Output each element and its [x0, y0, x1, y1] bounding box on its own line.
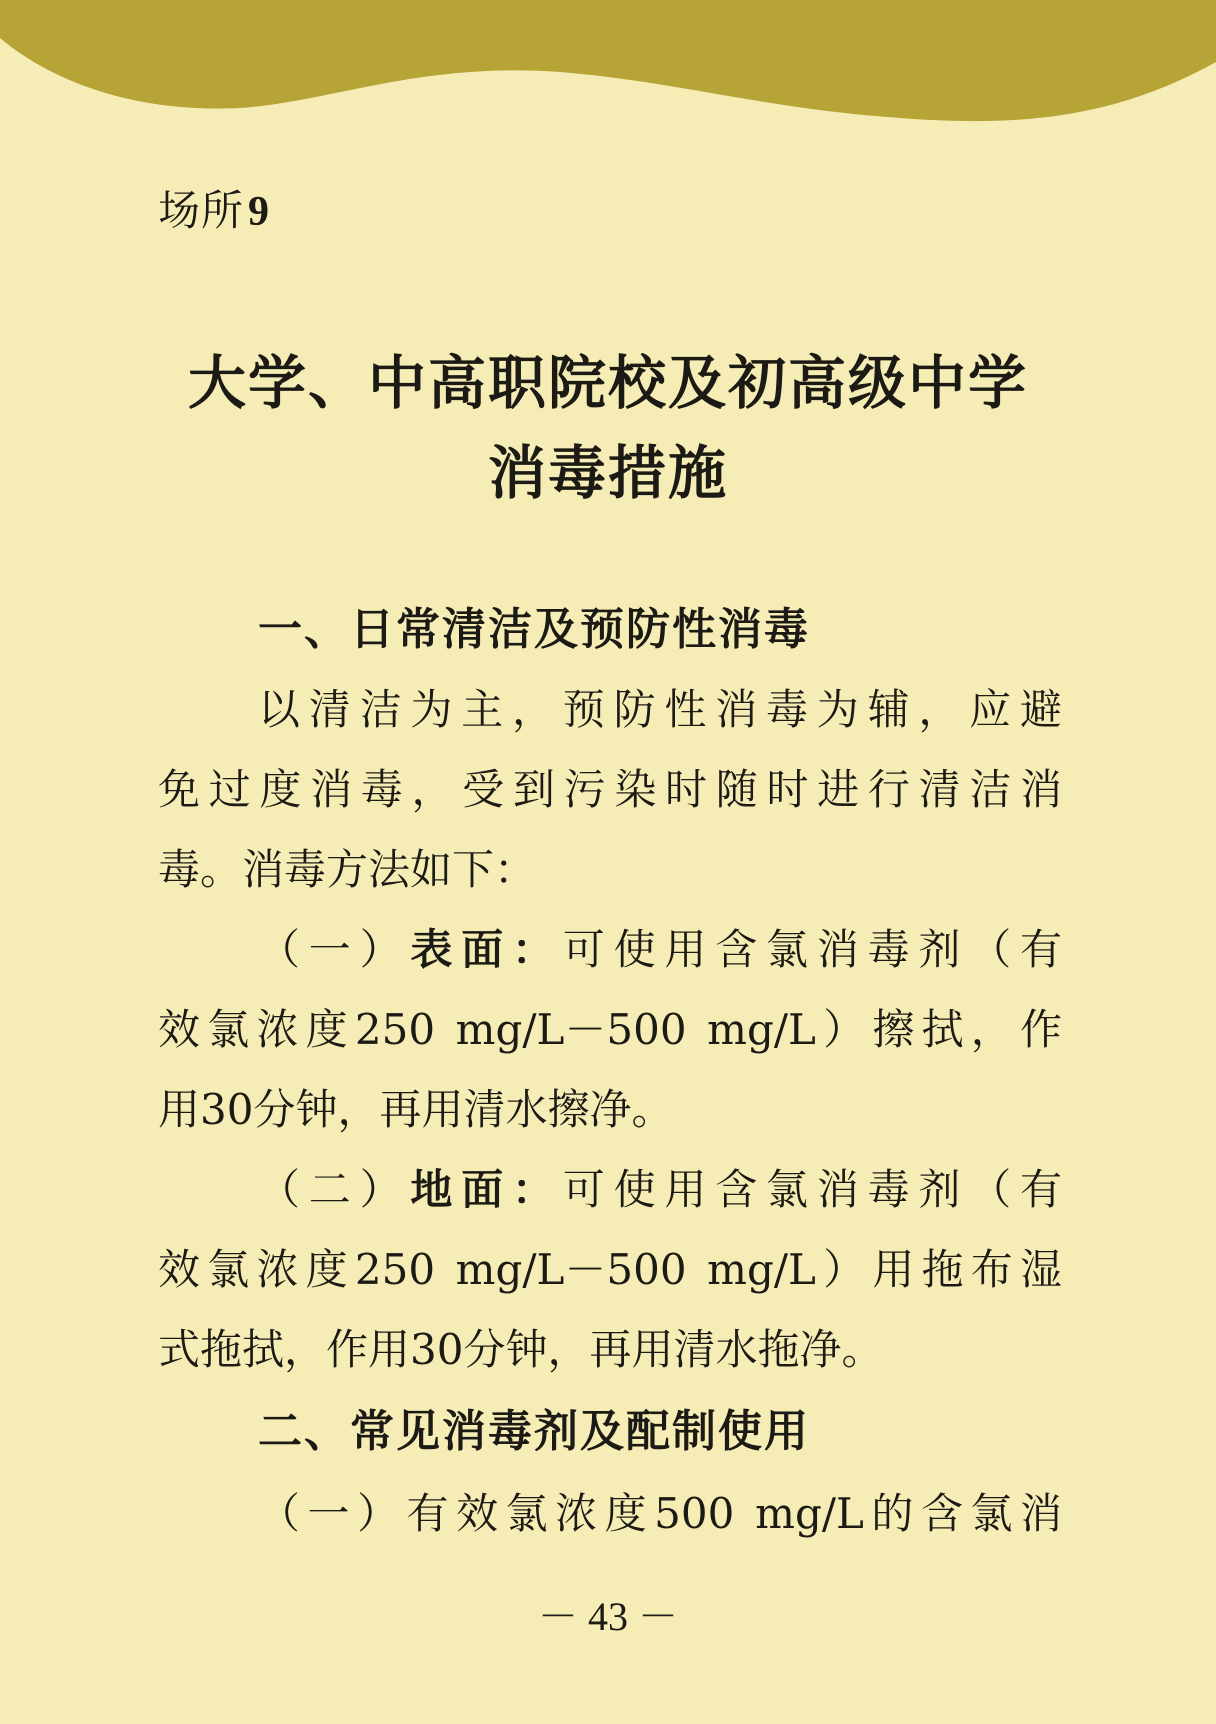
floor-paragraph	[158, 1150, 1062, 1390]
page-title-line-2: 消毒措施	[487, 439, 728, 507]
floor-line-1	[158, 1150, 1062, 1230]
place-label	[158, 178, 270, 238]
surface-label: 表面：	[410, 925, 563, 974]
chlorine-line-1: （一）有效氯浓度500 mg/L的含氯消	[258, 1489, 1062, 1538]
header-wave-band	[0, 0, 1216, 130]
floor-line-3: 式拖拭，作用30分钟，再用清水拖净。	[158, 1325, 884, 1374]
chlorine-paragraph	[158, 1474, 1062, 1554]
section-heading-daily-cleaning: 一、日常清洁及预防性消毒	[258, 604, 810, 655]
main-content	[158, 600, 1062, 1554]
surface-paragraph	[158, 910, 1062, 1150]
page-title-line-1: 大学、中高职院校及初高级中学	[187, 349, 1028, 417]
section-heading-disinfectants: 二、常见消毒剂及配制使用	[258, 1406, 810, 1457]
surface-line-2: 效氯浓度250 mg/L－500 mg/L）擦拭，作	[158, 1005, 1062, 1054]
intro-line-3: 毒。消毒方法如下：	[158, 845, 537, 894]
page-number: － 43 －	[538, 1594, 678, 1639]
surface-line-3: 用30分钟，再用清水擦净。	[158, 1085, 674, 1134]
floor-prefix: （二）	[258, 1165, 411, 1214]
intro-line-1: 以清洁为主，预防性消毒为辅，应避	[258, 685, 1062, 734]
intro-line-2: 免过度消毒，受到污染时随时进行清洁消	[158, 765, 1062, 814]
surface-line-1-rest: 可使用含氯消毒剂（有	[562, 925, 1062, 974]
surface-prefix: （一）	[258, 925, 411, 974]
place-label-text: 场所	[158, 186, 245, 235]
floor-line-2: 效氯浓度250 mg/L－500 mg/L）用拖布湿	[158, 1245, 1062, 1294]
page-title	[0, 338, 1216, 518]
place-number: 9	[248, 189, 271, 235]
intro-paragraph	[158, 670, 1062, 910]
floor-line-1-rest: 可使用含氯消毒剂（有	[562, 1165, 1062, 1214]
floor-label: 地面：	[410, 1165, 563, 1214]
surface-line-1	[158, 910, 1062, 990]
